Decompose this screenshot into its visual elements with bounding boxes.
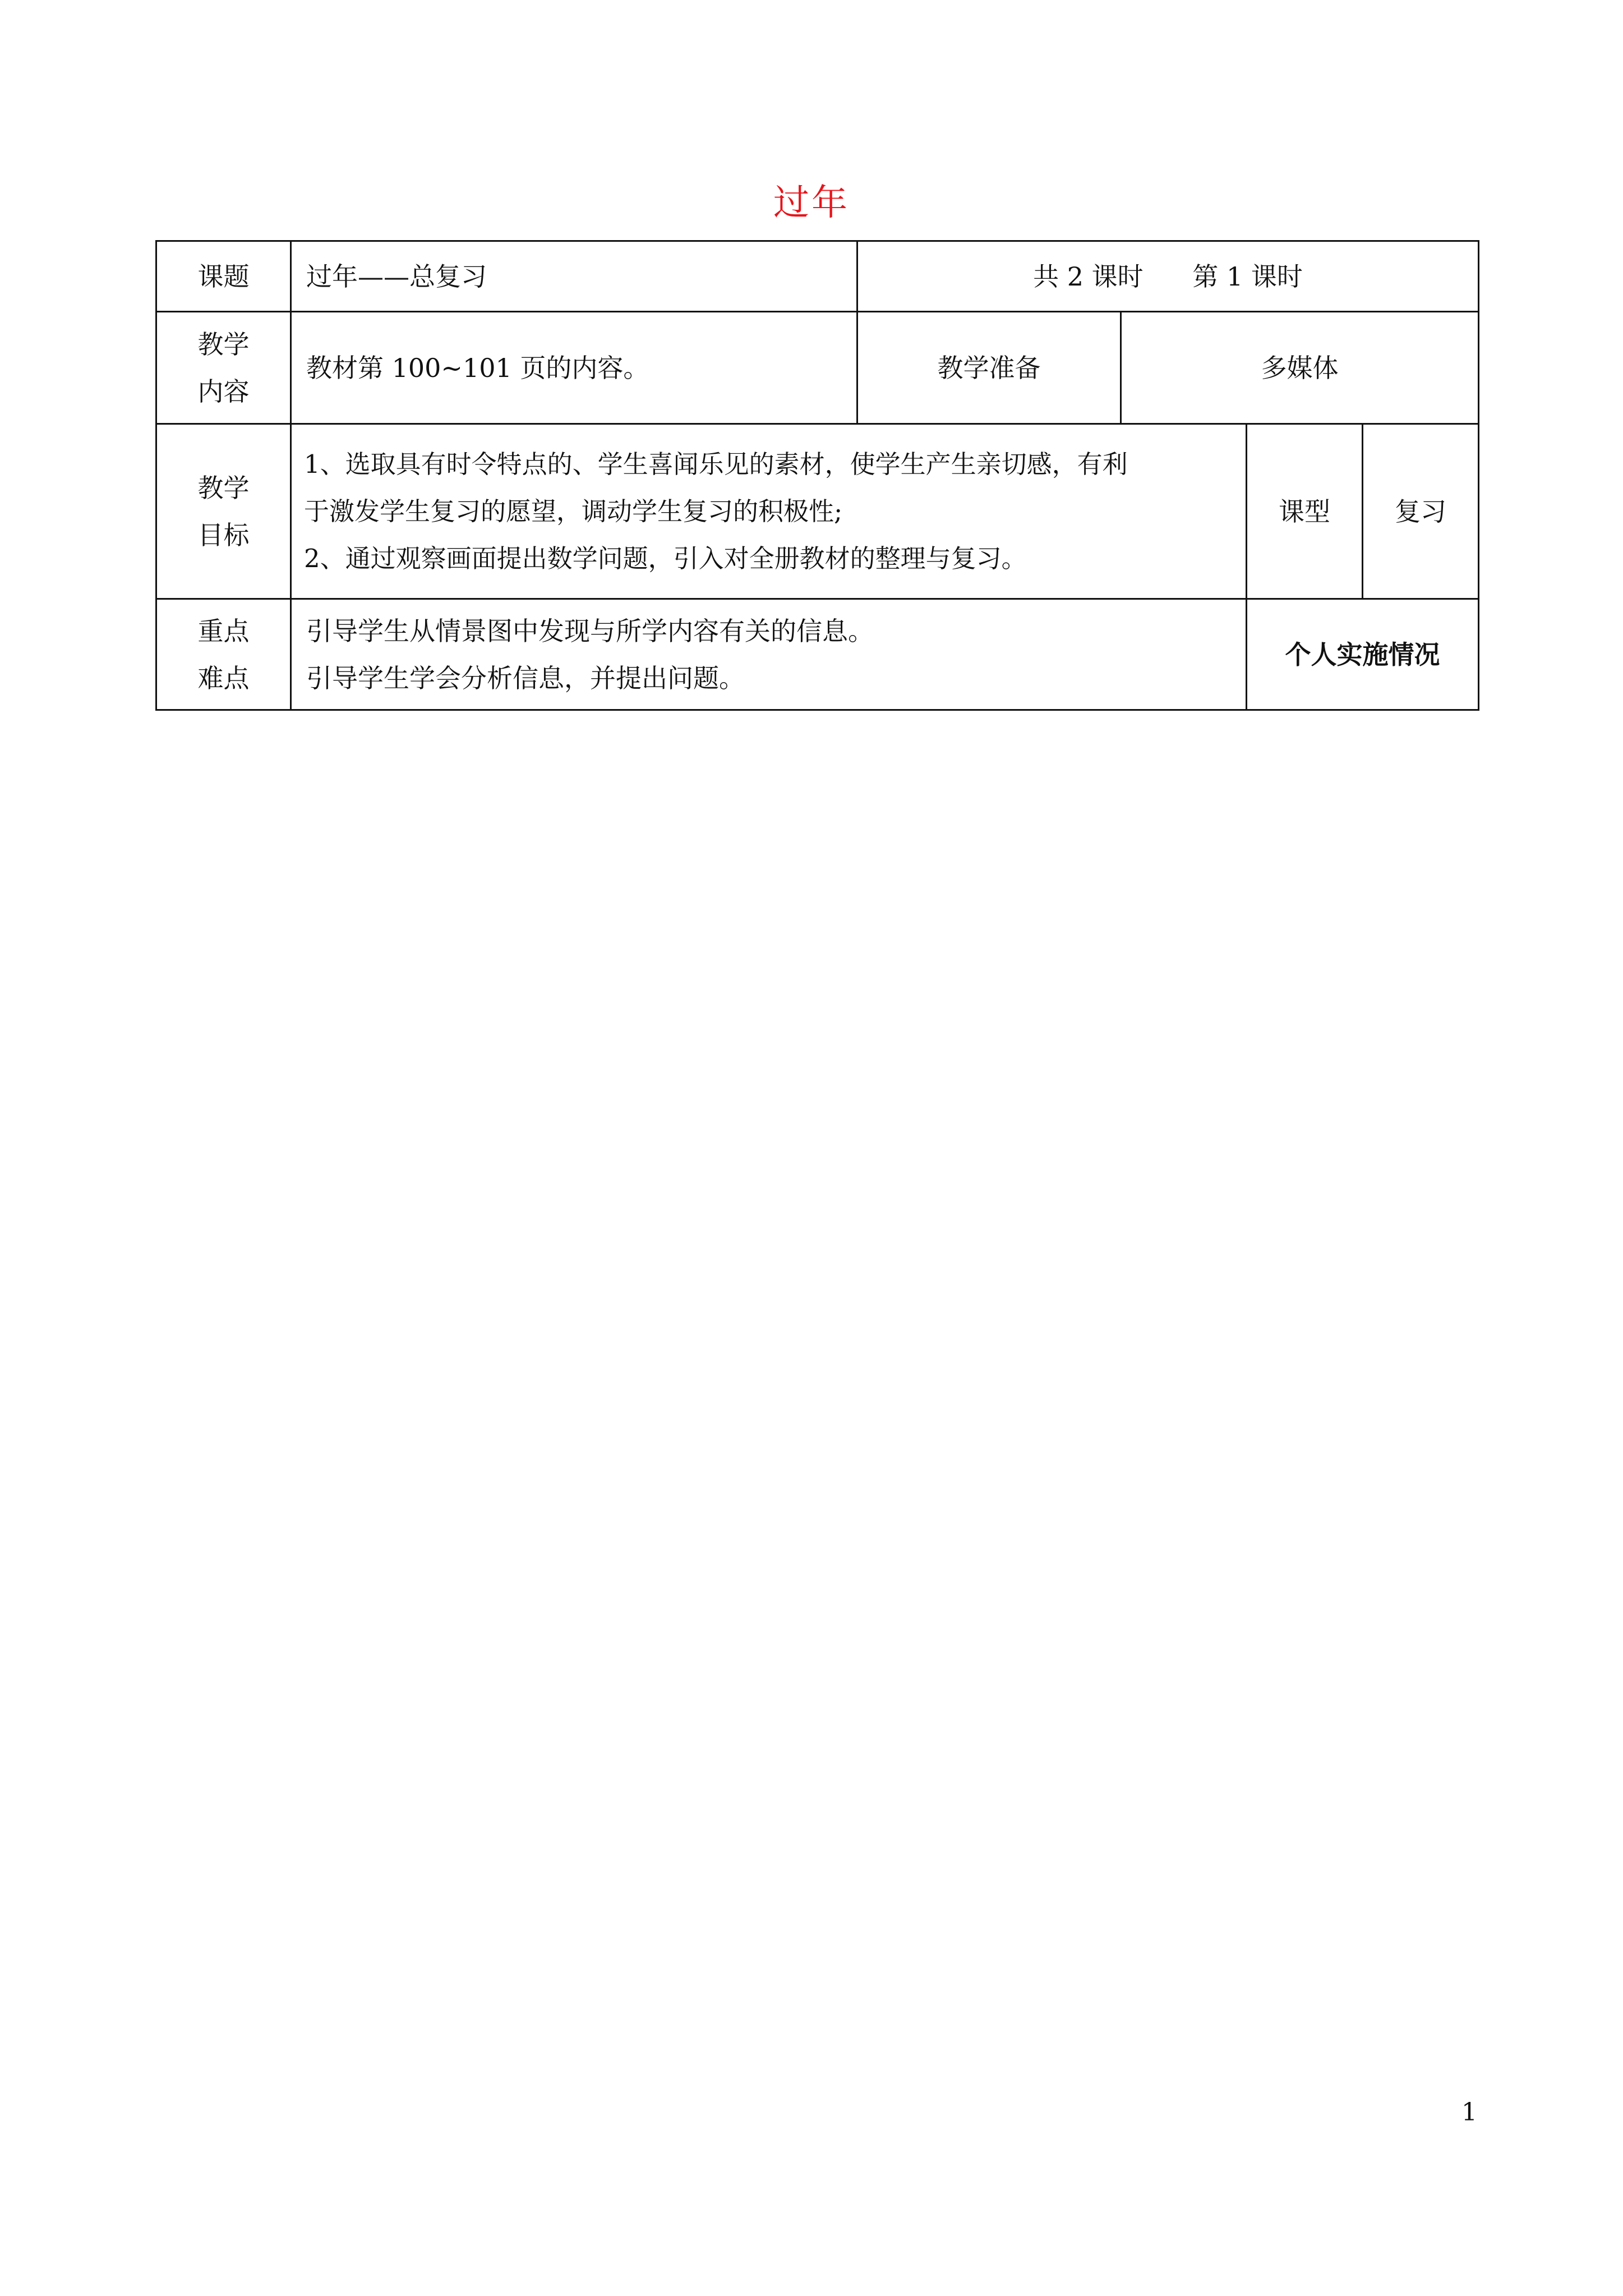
lesson-type-label: 课型 [1247, 424, 1363, 599]
lesson-plan-table [155, 240, 1479, 711]
key-point-line-1: 引导学生从情景图中发现与所学内容有关的信息。 [306, 615, 874, 646]
key-points-text [291, 599, 1247, 710]
row-key-points [156, 599, 1479, 710]
goals-label-line2: 目标 [197, 519, 250, 550]
goals-label [156, 424, 291, 599]
goal-line-3: 2、通过观察画面提出数学问题，引入对全册教材的整理与复习。 [304, 543, 1027, 573]
content-label-line1: 教学 [197, 329, 250, 360]
prep-label: 教学准备 [857, 312, 1121, 424]
row-content [156, 312, 1479, 424]
key-point-line-2: 引导学生学会分析信息，并提出问题。 [306, 662, 745, 693]
class-hours: 共 2 课时 第 1 课时 [857, 241, 1479, 312]
content-label-line2: 内容 [197, 376, 250, 407]
topic-value: 过年——总复习 [291, 241, 857, 312]
goals-text [291, 424, 1247, 599]
goal-line-2: 于激发学生复习的愿望，调动学生复习的积极性; [304, 496, 843, 526]
prep-value: 多媒体 [1121, 312, 1479, 424]
page-number: 1 [1461, 2098, 1477, 2127]
content-label [156, 312, 291, 424]
personal-implementation-label: 个人实施情况 [1247, 599, 1479, 710]
key-points-label-line2: 难点 [197, 662, 250, 693]
goals-label-line1: 教学 [197, 472, 250, 503]
key-points-label-line1: 重点 [197, 615, 250, 646]
page-title: 过年 [773, 182, 850, 224]
key-points-label [156, 599, 291, 710]
content-value: 教材第 100~101 页的内容。 [291, 312, 857, 424]
topic-label: 课题 [156, 241, 291, 312]
lesson-type-value: 复习 [1363, 424, 1479, 599]
row-topic [156, 241, 1479, 312]
goal-line-1: 1、选取具有时令特点的、学生喜闻乐见的素材，使学生产生亲切感，有利 [304, 449, 1128, 479]
row-goals [156, 424, 1479, 599]
